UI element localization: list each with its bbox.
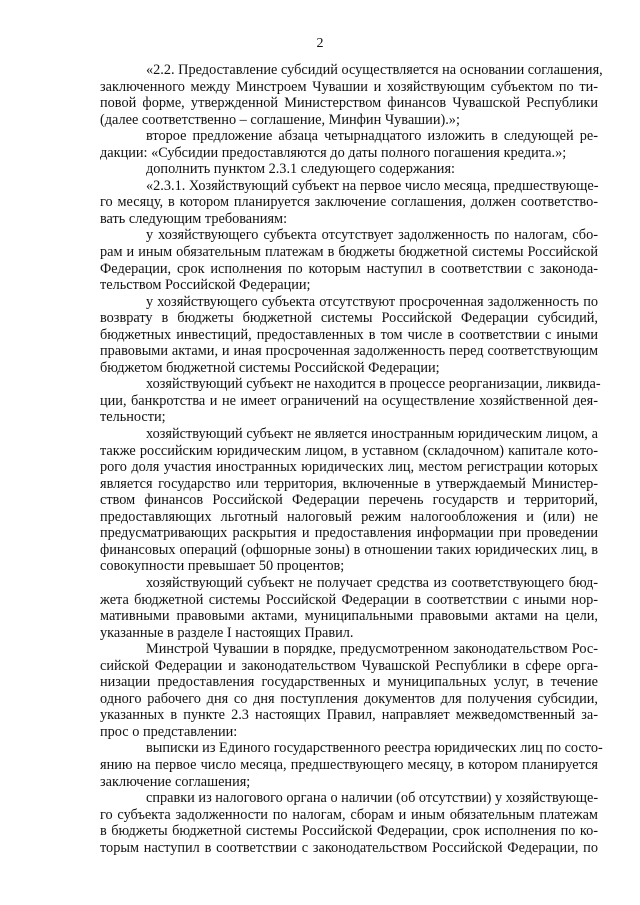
text-line: мативными правовыми актами, муниципальными правовыми актами на цели, [100, 608, 598, 625]
text-line: совокупности превышает 50 процентов; [100, 558, 345, 575]
text-line: дакции: «Субсидии предоставляются до даты полного погашения кредита.»; [100, 144, 567, 161]
text-line: тельством Российской Федерации; [100, 277, 311, 294]
text-line: ции, банкротства и не имеет ограничений на осуществление хозяйственной дея- [100, 392, 598, 409]
text-line: у хозяйствующего субъекта отсутствуют просроченная задолженность по [146, 293, 598, 310]
text-line: также российским юридическим лицом, в уставном (складочном) капитале кото- [100, 442, 598, 459]
text-line: дополнить пунктом 2.3.1 следующего содержания: [146, 161, 455, 178]
text-line: выписки из Единого государственного реестра юридических лиц по состо- [146, 740, 603, 757]
text-line: предоставляющих льготный налоговый режим налогообложения и (или) не [100, 508, 598, 525]
text-line: повой форме, утвержденной Министерством финансов Чувашской Республики [100, 95, 598, 112]
text-line: бюджетных инвестиций, предоставленных в том числе в соответствии с иными [100, 326, 598, 343]
text-line: является государство или территория, включенные в утверждаемый Министер- [100, 475, 598, 492]
text-line: у хозяйствующего субъекта отсутствует задолженность по налогам, сбо- [146, 227, 598, 244]
text-line: указанные в разделе I настоящих Правил. [100, 624, 354, 641]
text-line: тельности; [100, 409, 166, 426]
document-body [100, 62, 603, 856]
text-line: го субъекта задолженности по налогам, сборам и иным обязательным платежам [100, 806, 598, 823]
text-line: сийской Федерации и законодательством Чувашской Республики в сфере орга- [100, 657, 598, 674]
text-line: низации предоставления государственных и муниципальных услуг, в течение [100, 674, 598, 691]
text-line: Минстрой Чувашии в порядке, предусмотренном законодательством Рос- [146, 641, 598, 658]
text-line: ством финансов Российской Федерации перечень государств и территорий, [100, 492, 598, 509]
text-line: рам и иным обязательным платежам в бюджеты бюджетной системы Российской [100, 244, 598, 261]
text-line: справки из налогового органа о наличии (об отсутствии) у хозяйствующе- [146, 790, 599, 807]
text-line: в бюджеты бюджетной системы Российской Федерации, срок исполнения по ко- [100, 823, 598, 840]
text-line: Федерации, срок исполнения по которым наступил в соответствии с законода- [100, 260, 598, 277]
text-line: вать следующим требованиям: [100, 210, 288, 227]
text-line: «2.2. Предоставление субсидий осуществляется на основании соглашения, [146, 62, 603, 78]
text-line: янию на первое число месяца, предшествующего месяцу, в котором планируется [100, 756, 598, 773]
text-line: правовыми актами, и иная просроченная задолженность перед соответствующим [100, 343, 598, 360]
text-line: хозяйствующий субъект не находится в процессе реорганизации, ликвида- [146, 376, 601, 393]
text-line: второе предложение абзаца четырнадцатого изложить в следующей ре- [146, 128, 598, 145]
text-line: финансовых операций (офшорные зоны) в отношении таких юридических лиц, в [100, 541, 598, 558]
text-line: рого доля участия иностранных юридических лиц, местом регистрации которых [100, 459, 598, 476]
text-line: указанных в пункте 2.3 настоящих Правил, направляет межведомственный за- [100, 707, 598, 724]
text-line: возврату в бюджеты бюджетной системы Российской Федерации субсидий, [100, 310, 598, 327]
page-number: 2 [316, 36, 324, 51]
text-line: хозяйствующий субъект не получает средства из соответствующего бюд- [146, 574, 598, 591]
text-line: «2.3.1. Хозяйствующий субъект на первое число месяца, предшествующе- [146, 177, 599, 194]
text-line: одного рабочего дня со дня поступления документов для получения субсидии, [100, 690, 598, 707]
text-line: го месяцу, в котором планируется заключение соглашения, должен соответство- [100, 194, 598, 211]
text-line: (далее соответственно – соглашение, Минфин Чувашии).»; [100, 111, 460, 128]
text-line: жета бюджетной системы Российской Федерации в соответствии с иными нор- [100, 591, 598, 608]
text-line: прос о представлении: [100, 723, 238, 740]
text-line: торым наступил в соответствии с законодательством Российской Федерации, по [100, 839, 598, 856]
text-line: бюджетом бюджетной системы Российской Федерации; [100, 359, 440, 376]
text-line: хозяйствующий субъект не является иностранным юридическим лицом, а [146, 426, 598, 443]
text-line: заключенного между Минстроем Чувашии и хозяйствующим субъектом по ти- [100, 78, 598, 95]
text-line: заключение соглашения; [100, 773, 251, 790]
text-line: предусматривающих раскрытия и предоставления информации при проведении [100, 525, 598, 542]
